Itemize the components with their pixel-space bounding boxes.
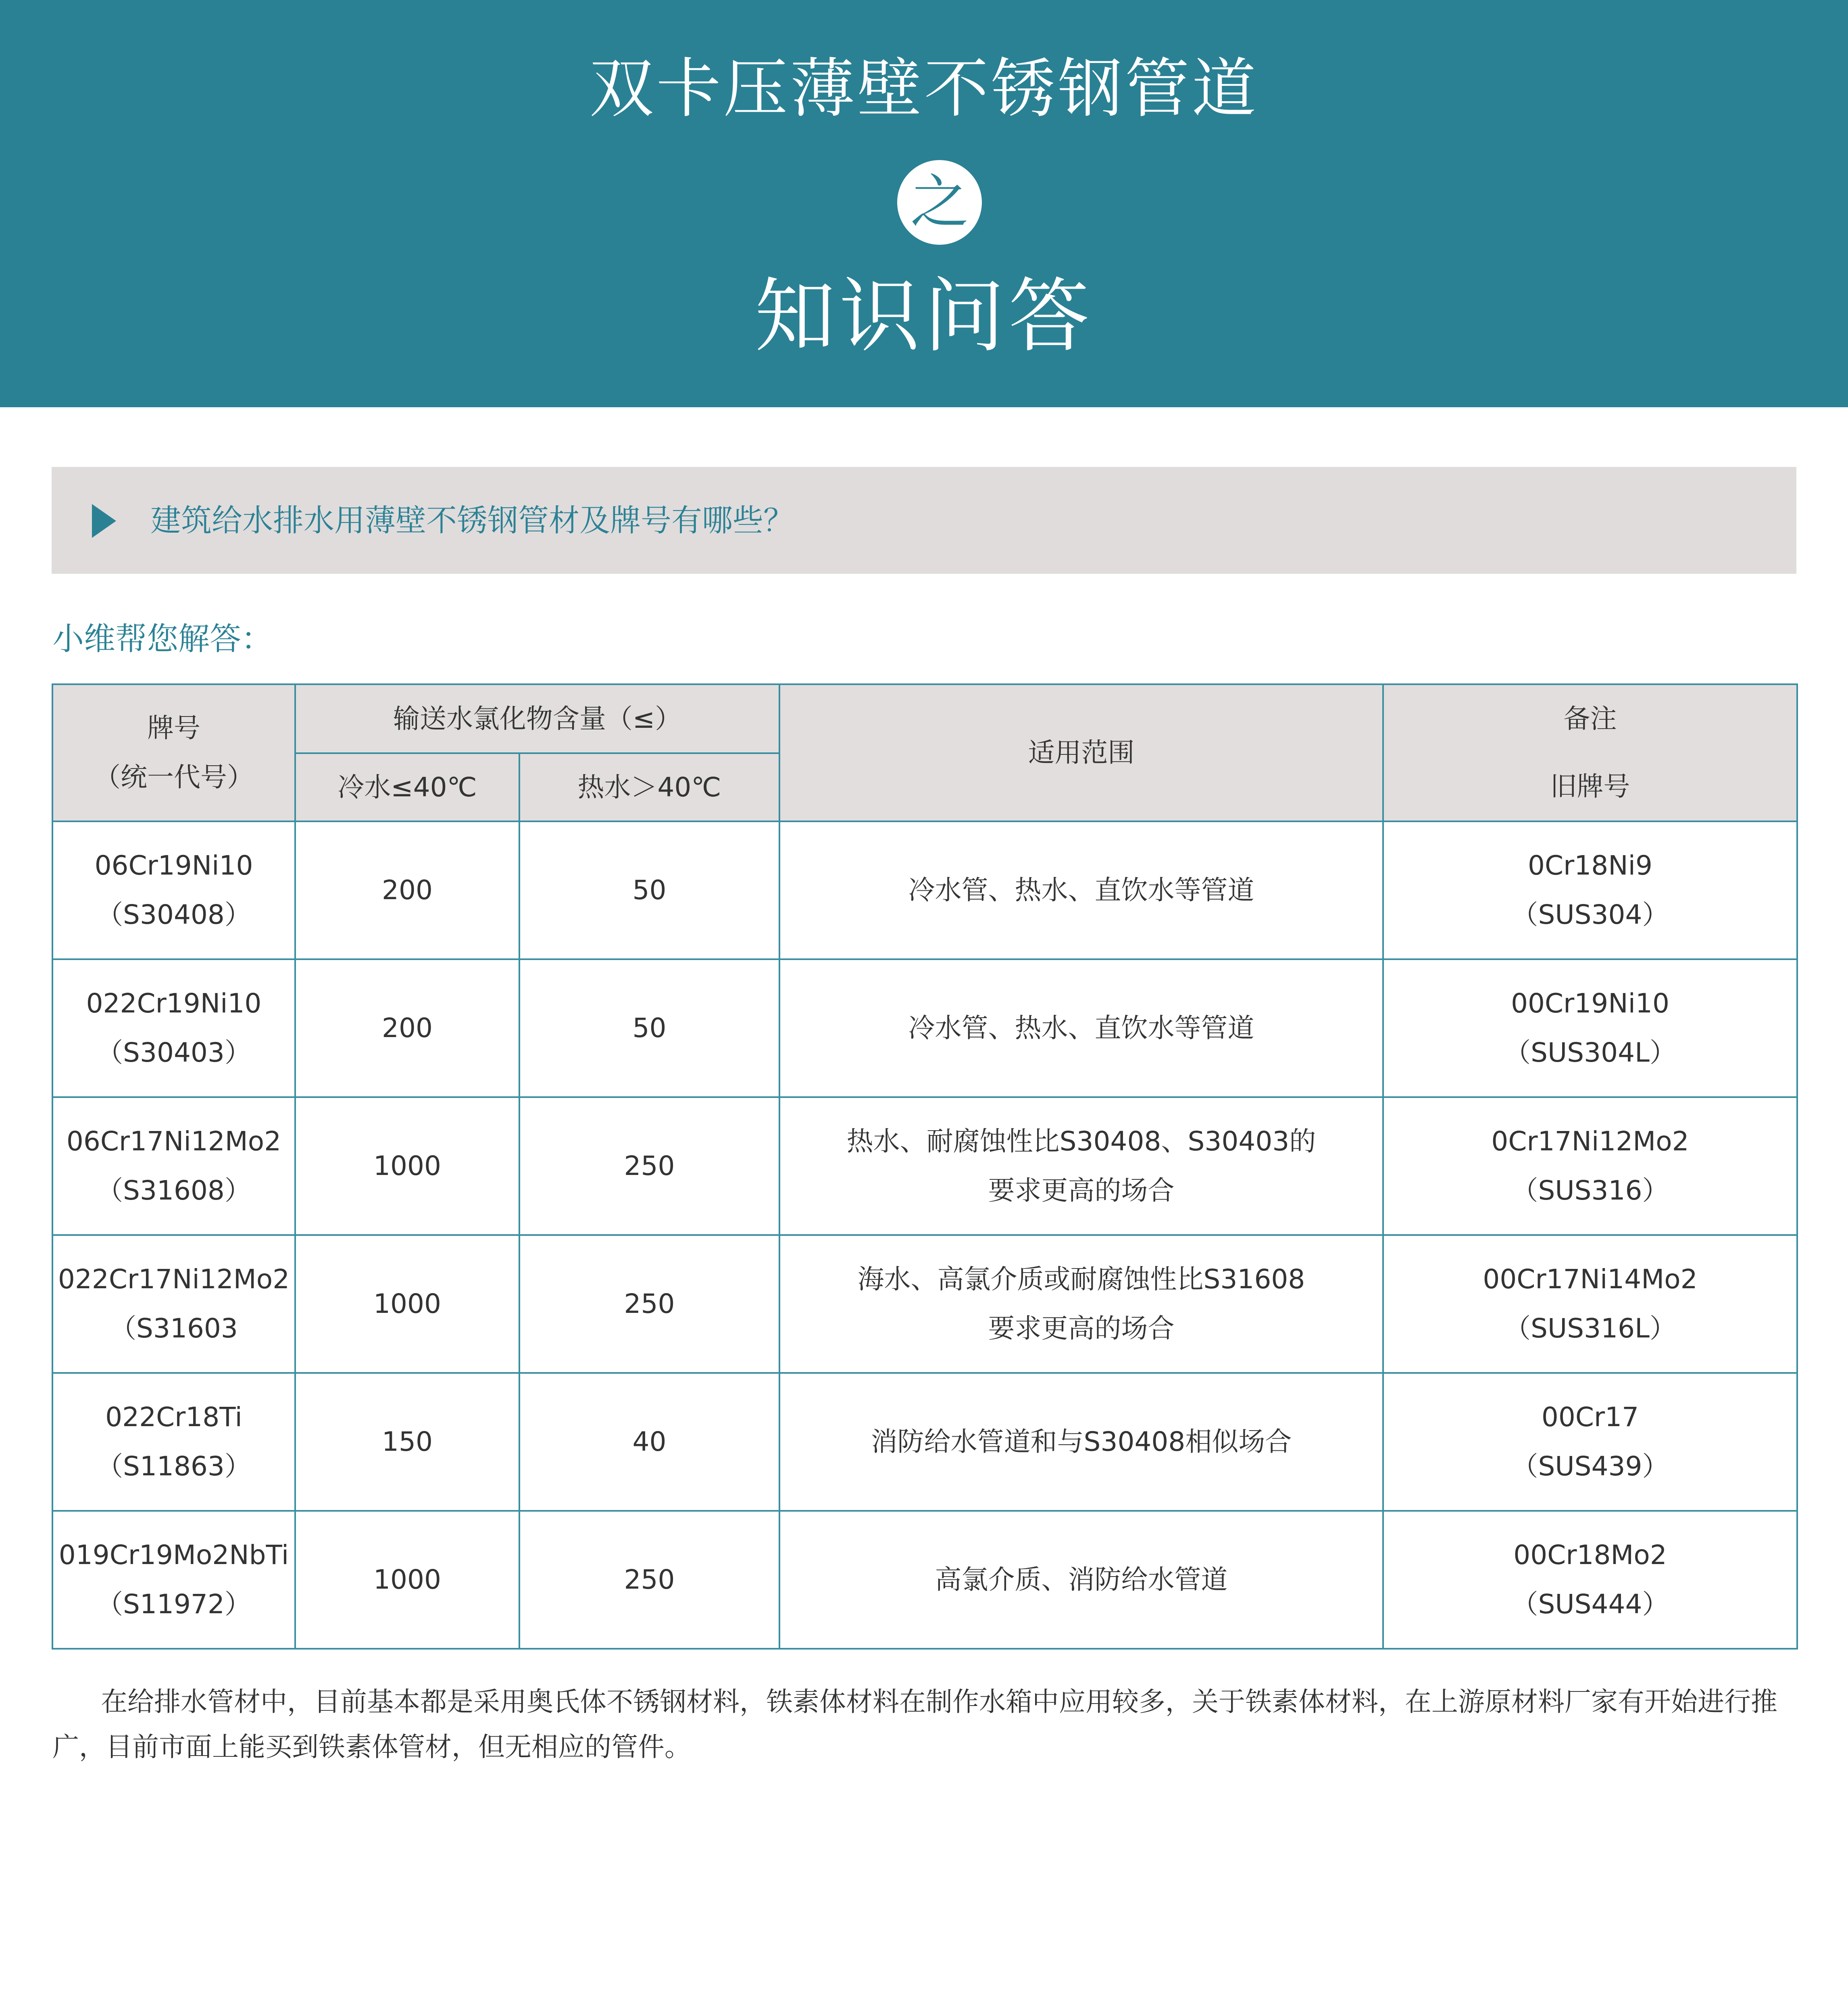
table-row bbox=[52, 1235, 1797, 1373]
scope-line: 冷水管、热水、直饮水等管道 bbox=[908, 1012, 1254, 1044]
header-hot: 热水＞40℃ bbox=[519, 753, 779, 821]
header-cold: 冷水≤40℃ bbox=[295, 753, 519, 821]
grade-name: 06Cr19Ni10 bbox=[94, 850, 253, 881]
old-code: （SUS316） bbox=[1511, 1175, 1669, 1206]
grade-cell bbox=[52, 1373, 295, 1511]
header-grade-line2: （统一代号） bbox=[94, 762, 254, 793]
grade-name: 019Cr19Mo2NbTi bbox=[58, 1539, 289, 1571]
header-badge: 之 bbox=[897, 160, 982, 245]
answer-label: 小维帮您解答： bbox=[52, 621, 273, 657]
old-code: （SUS304L） bbox=[1504, 1037, 1676, 1068]
page-subtitle: 知识问答 bbox=[754, 269, 1094, 363]
question-bar bbox=[52, 467, 1796, 574]
hot-value: 50 bbox=[519, 959, 779, 1097]
cold-value: 1000 bbox=[295, 1235, 519, 1373]
table-row bbox=[52, 1373, 1797, 1511]
grade-name: 022Cr17Ni12Mo2 bbox=[58, 1264, 290, 1295]
page-title: 双卡压薄壁不锈钢管道 bbox=[589, 51, 1259, 126]
old-code: （SUS316L） bbox=[1504, 1313, 1676, 1344]
body-paragraph: 在给排水管材中，目前基本都是采用奥氏体不锈钢材料，铁素体材料在制作水箱中应用较多，关于铁素体材料，在上游原材料厂家有开始进行推广，目前市面上能买到铁素体管材，但无相应的管件。 bbox=[52, 1686, 1777, 1762]
grade-code: （S11972） bbox=[96, 1589, 251, 1620]
grade-code: （S31603 bbox=[110, 1313, 238, 1344]
remark-cell bbox=[1383, 1511, 1797, 1649]
scope-line: 消防给水管道和与S30408相似场合 bbox=[871, 1426, 1292, 1457]
grade-cell bbox=[52, 821, 295, 959]
scope-cell bbox=[779, 1235, 1383, 1373]
remark-cell bbox=[1383, 1097, 1797, 1235]
header-remark bbox=[1383, 684, 1797, 821]
hot-value: 250 bbox=[519, 1235, 779, 1373]
header-remark-line2: 旧牌号 bbox=[1550, 771, 1630, 802]
table-row bbox=[52, 821, 1797, 959]
grade-code: （S11863） bbox=[96, 1451, 251, 1482]
grade-code: （S30403） bbox=[96, 1037, 251, 1068]
grade-table-container bbox=[52, 683, 1796, 1629]
cold-value: 200 bbox=[295, 959, 519, 1097]
header-scope: 适用范围 bbox=[779, 684, 1383, 821]
scope-cell bbox=[779, 1097, 1383, 1235]
old-code: （SUS444） bbox=[1511, 1589, 1669, 1620]
grade-cell bbox=[52, 959, 295, 1097]
cold-value: 1000 bbox=[295, 1097, 519, 1235]
scope-line: 要求更高的场合 bbox=[988, 1313, 1175, 1344]
hot-value: 250 bbox=[519, 1511, 779, 1649]
grade-name: 022Cr18Ti bbox=[105, 1402, 242, 1433]
header-remark-line1: 备注 bbox=[1563, 703, 1617, 734]
scope-line: 热水、耐腐蚀性比S30408、S30403的 bbox=[846, 1126, 1316, 1157]
remark-cell bbox=[1383, 1235, 1797, 1373]
grade-cell bbox=[52, 1511, 295, 1649]
table-row bbox=[52, 1511, 1797, 1649]
grade-name: 06Cr17Ni12Mo2 bbox=[66, 1126, 281, 1157]
scope-line: 海水、高氯介质或耐腐蚀性比S31608 bbox=[857, 1264, 1305, 1295]
scope-cell bbox=[779, 1373, 1383, 1511]
scope-cell bbox=[779, 1511, 1383, 1649]
old-code: （SUS304） bbox=[1511, 899, 1669, 930]
header-grade-line1: 牌号 bbox=[147, 712, 200, 744]
remark-cell bbox=[1383, 821, 1797, 959]
grade-code: （S30408） bbox=[96, 899, 251, 930]
scope-cell bbox=[779, 959, 1383, 1097]
scope-cell bbox=[779, 821, 1383, 959]
scope-line: 要求更高的场合 bbox=[988, 1175, 1175, 1206]
cold-value: 200 bbox=[295, 821, 519, 959]
header-chloride: 输送水氯化物含量（≤） bbox=[295, 684, 779, 753]
question-text: 建筑给水排水用薄壁不锈钢管材及牌号有哪些？ bbox=[150, 502, 794, 538]
table-header-row bbox=[52, 684, 1797, 753]
old-grade: 00Cr19Ni10 bbox=[1511, 988, 1669, 1019]
old-grade: 00Cr18Mo2 bbox=[1513, 1539, 1667, 1571]
old-grade: 00Cr17 bbox=[1541, 1402, 1639, 1433]
cold-value: 1000 bbox=[295, 1511, 519, 1649]
play-arrow-icon bbox=[92, 504, 116, 538]
scope-line: 冷水管、热水、直饮水等管道 bbox=[908, 875, 1254, 906]
grade-table bbox=[52, 683, 1798, 1650]
hot-value: 250 bbox=[519, 1097, 779, 1235]
hot-value: 50 bbox=[519, 821, 779, 959]
grade-cell bbox=[52, 1097, 295, 1235]
old-grade: 0Cr17Ni12Mo2 bbox=[1491, 1126, 1689, 1157]
table-row bbox=[52, 1097, 1797, 1235]
old-grade: 00Cr17Ni14Mo2 bbox=[1483, 1264, 1698, 1295]
table-row bbox=[52, 959, 1797, 1097]
old-grade: 0Cr18Ni9 bbox=[1528, 850, 1652, 881]
remark-cell bbox=[1383, 1373, 1797, 1511]
hot-value: 40 bbox=[519, 1373, 779, 1511]
grade-name: 022Cr19Ni10 bbox=[86, 988, 262, 1019]
grade-cell bbox=[52, 1235, 295, 1373]
header-banner bbox=[0, 0, 1848, 407]
scope-line: 高氯介质、消防给水管道 bbox=[935, 1564, 1228, 1595]
old-code: （SUS439） bbox=[1511, 1451, 1669, 1482]
cold-value: 150 bbox=[295, 1373, 519, 1511]
header-grade bbox=[52, 684, 295, 821]
remark-cell bbox=[1383, 959, 1797, 1097]
grade-code: （S31608） bbox=[96, 1175, 251, 1206]
